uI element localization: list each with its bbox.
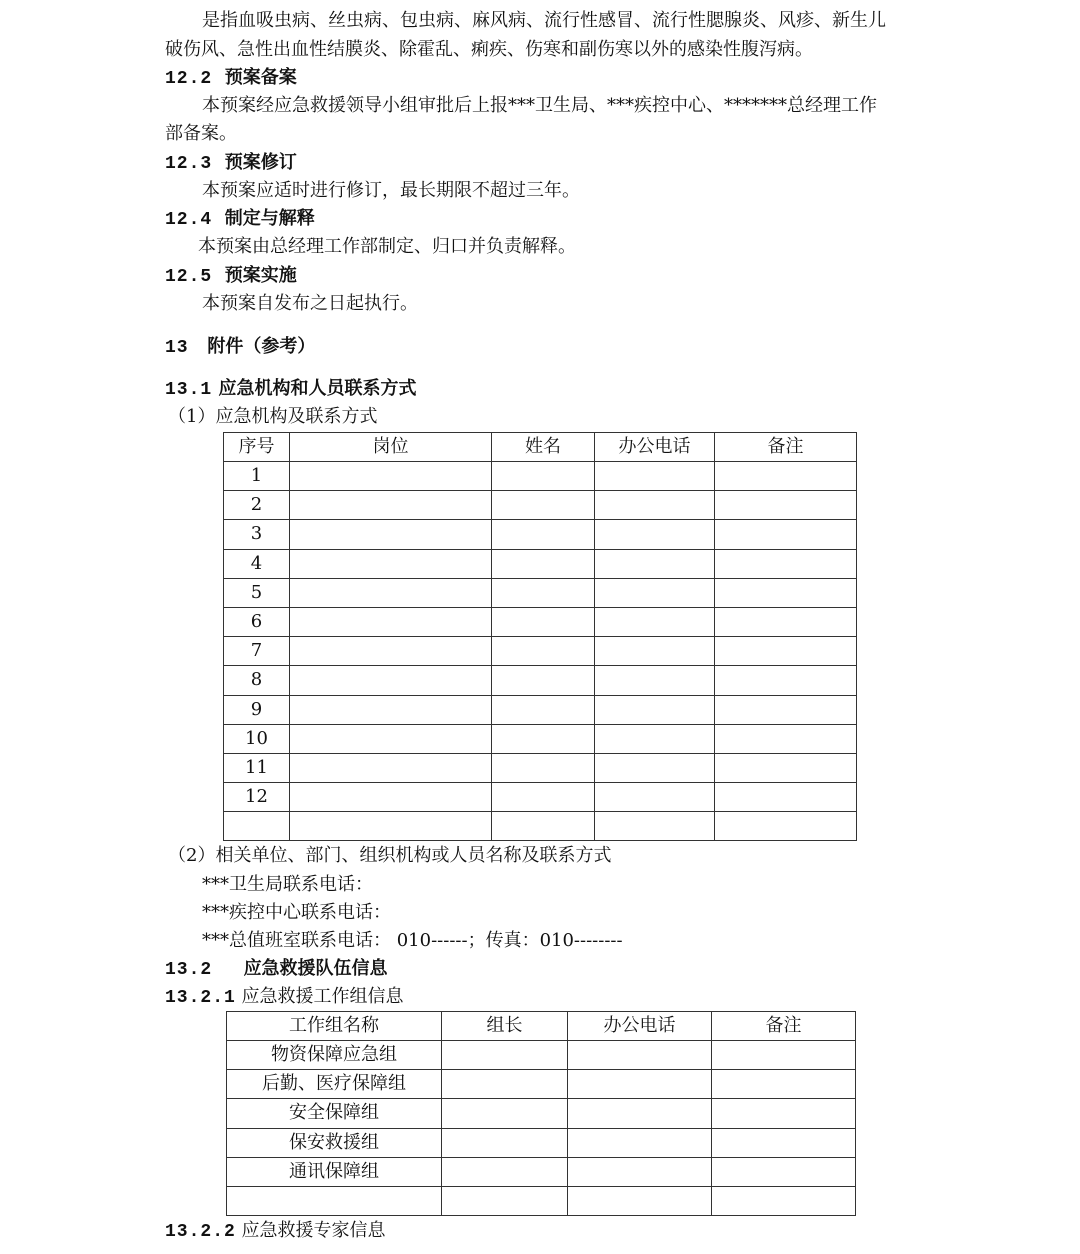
section-number: 13.2.1 (165, 988, 236, 1008)
empty-cell (568, 1186, 712, 1215)
group-name-cell: 通讯保障组 (227, 1157, 442, 1186)
table-row (224, 783, 857, 812)
empty-cell (712, 1041, 856, 1070)
section-number: 13.2.2 (165, 1222, 236, 1242)
empty-cell (595, 724, 715, 753)
empty-cell (492, 491, 595, 520)
section-number: 12.5 (165, 267, 213, 287)
section-heading-13-2-1 (165, 986, 404, 1009)
empty-cell (715, 812, 857, 841)
column-header: 组长 (442, 1012, 568, 1041)
sub-heading: （2）相关单位、部门、组织机构或人员名称及联系方式 (168, 845, 612, 866)
row-number-cell: 9 (224, 695, 290, 724)
row-number-cell: 4 (224, 549, 290, 578)
column-header: 备注 (712, 1012, 856, 1041)
empty-cell (290, 607, 492, 636)
section-heading-13-2-2 (165, 1220, 386, 1243)
table-row (224, 753, 857, 782)
empty-cell (595, 812, 715, 841)
table-row (224, 637, 857, 666)
row-number-cell: 7 (224, 637, 290, 666)
empty-cell (568, 1157, 712, 1186)
column-header: 序号 (224, 433, 290, 462)
empty-cell (595, 491, 715, 520)
section-heading-12-4 (165, 208, 315, 231)
table-row (224, 695, 857, 724)
empty-cell (290, 724, 492, 753)
table-row (224, 578, 857, 607)
paragraph-line: 本预案由总经理工作部制定、归口并负责解释。 (198, 236, 576, 257)
table-row (224, 666, 857, 695)
contact-table (223, 432, 857, 841)
table-row (227, 1099, 856, 1128)
empty-cell (442, 1157, 568, 1186)
work-group-table (226, 1011, 856, 1216)
empty-cell (712, 1157, 856, 1186)
section-title: 预案修订 (224, 152, 297, 173)
empty-cell (442, 1099, 568, 1128)
contact-line: ***总值班室联系电话： 010------；传真：010-------- (202, 930, 623, 951)
empty-cell (595, 520, 715, 549)
section-number: 13.1 (165, 380, 213, 400)
empty-cell (290, 491, 492, 520)
table-row (227, 1128, 856, 1157)
empty-cell (442, 1186, 568, 1215)
section-title: 附件（参考） (207, 336, 316, 357)
empty-cell (712, 1070, 856, 1099)
empty-cell (290, 520, 492, 549)
empty-cell (595, 549, 715, 578)
empty-cell (442, 1041, 568, 1070)
column-header: 办公电话 (568, 1012, 712, 1041)
table-row (224, 491, 857, 520)
section-title: 应急救援专家信息 (241, 1220, 386, 1241)
row-number-cell (224, 812, 290, 841)
empty-cell (568, 1041, 712, 1070)
section-heading-12-5 (165, 265, 297, 288)
table-row (224, 812, 857, 841)
empty-cell (715, 724, 857, 753)
empty-cell (595, 753, 715, 782)
table-row (227, 1041, 856, 1070)
section-number: 13.2 (165, 960, 213, 980)
section-title: 预案实施 (224, 265, 297, 286)
table-header-row (224, 433, 857, 462)
empty-cell (492, 520, 595, 549)
empty-cell (715, 578, 857, 607)
empty-cell (492, 753, 595, 782)
row-number-cell: 6 (224, 607, 290, 636)
empty-cell (290, 462, 492, 491)
empty-cell (712, 1099, 856, 1128)
row-number-cell: 11 (224, 753, 290, 782)
group-name-cell: 保安救援组 (227, 1128, 442, 1157)
row-number-cell: 8 (224, 666, 290, 695)
paragraph-line: 本预案自发布之日起执行。 (202, 293, 418, 314)
group-name-cell: 安全保障组 (227, 1099, 442, 1128)
empty-cell (715, 549, 857, 578)
row-number-cell: 5 (224, 578, 290, 607)
group-name-cell: 物资保障应急组 (227, 1041, 442, 1070)
section-number: 12.2 (165, 69, 213, 89)
section-heading-13-1 (165, 378, 417, 401)
empty-cell (715, 753, 857, 782)
empty-cell (442, 1070, 568, 1099)
empty-cell (715, 666, 857, 695)
section-title: 应急救援队伍信息 (243, 958, 388, 979)
empty-cell (595, 783, 715, 812)
empty-cell (492, 462, 595, 491)
empty-cell (290, 812, 492, 841)
section-title: 预案备案 (224, 67, 297, 88)
column-header: 工作组名称 (227, 1012, 442, 1041)
empty-cell (492, 783, 595, 812)
paragraph-line: 部备案。 (165, 123, 237, 144)
contact-line: ***卫生局联系电话： (202, 874, 373, 895)
empty-cell (290, 783, 492, 812)
empty-cell (290, 637, 492, 666)
empty-cell (712, 1128, 856, 1157)
table-row (224, 520, 857, 549)
section-number: 12.3 (165, 154, 213, 174)
table-row (227, 1157, 856, 1186)
section-number: 13 (165, 338, 189, 358)
row-number-cell: 3 (224, 520, 290, 549)
empty-cell (595, 578, 715, 607)
empty-cell (715, 695, 857, 724)
section-heading-12-2 (165, 67, 297, 90)
empty-cell (492, 637, 595, 666)
section-heading-13 (165, 336, 315, 359)
row-number-cell: 12 (224, 783, 290, 812)
empty-cell (712, 1186, 856, 1215)
section-title: 制定与解释 (224, 208, 315, 229)
empty-cell (595, 462, 715, 491)
section-number: 12.4 (165, 210, 213, 230)
row-number-cell: 10 (224, 724, 290, 753)
row-number-cell: 1 (224, 462, 290, 491)
empty-cell (290, 753, 492, 782)
table-row (227, 1186, 856, 1215)
column-header: 备注 (715, 433, 857, 462)
empty-cell (595, 666, 715, 695)
empty-cell (568, 1099, 712, 1128)
empty-cell (290, 549, 492, 578)
empty-cell (715, 637, 857, 666)
section-title: 应急机构和人员联系方式 (218, 378, 417, 399)
empty-cell (492, 607, 595, 636)
section-heading-12-3 (165, 152, 297, 175)
empty-cell (290, 578, 492, 607)
empty-cell (595, 637, 715, 666)
empty-cell (595, 695, 715, 724)
paragraph-line: 破伤风、急性出血性结膜炎、除霍乱、痢疾、伤寒和副伤寒以外的感染性腹泻病。 (165, 39, 813, 60)
empty-cell (715, 783, 857, 812)
empty-cell (715, 462, 857, 491)
empty-cell (715, 491, 857, 520)
column-header: 办公电话 (595, 433, 715, 462)
paragraph-line: 本预案经应急救援领导小组审批后上报***卫生局、***疾控中心、*******总经理工作 (202, 95, 877, 116)
column-header: 姓名 (492, 433, 595, 462)
contact-line: ***疾控中心联系电话： (202, 902, 391, 923)
empty-cell (492, 549, 595, 578)
sub-heading: （1）应急机构及联系方式 (168, 406, 378, 427)
row-number-cell: 2 (224, 491, 290, 520)
empty-cell (290, 666, 492, 695)
section-title: 应急救援工作组信息 (241, 986, 404, 1007)
paragraph-line: 本预案应适时进行修订，最长期限不超过三年。 (202, 180, 580, 201)
empty-cell (492, 812, 595, 841)
empty-cell (492, 695, 595, 724)
empty-cell (442, 1128, 568, 1157)
group-name-cell: 后勤、医疗保障组 (227, 1070, 442, 1099)
empty-cell (568, 1070, 712, 1099)
empty-cell (492, 578, 595, 607)
empty-cell (568, 1128, 712, 1157)
empty-cell (715, 607, 857, 636)
table-row (224, 724, 857, 753)
empty-cell (492, 724, 595, 753)
table-row (224, 549, 857, 578)
column-header: 岗位 (290, 433, 492, 462)
empty-cell (290, 695, 492, 724)
group-name-cell (227, 1186, 442, 1215)
table-header-row (227, 1012, 856, 1041)
paragraph-line: 是指血吸虫病、丝虫病、包虫病、麻风病、流行性感冒、流行性腮腺炎、风疹、新生儿 (202, 10, 886, 31)
table-row (224, 607, 857, 636)
table-row (224, 462, 857, 491)
empty-cell (595, 607, 715, 636)
empty-cell (715, 520, 857, 549)
section-heading-13-2 (165, 958, 388, 981)
empty-cell (492, 666, 595, 695)
table-row (227, 1070, 856, 1099)
